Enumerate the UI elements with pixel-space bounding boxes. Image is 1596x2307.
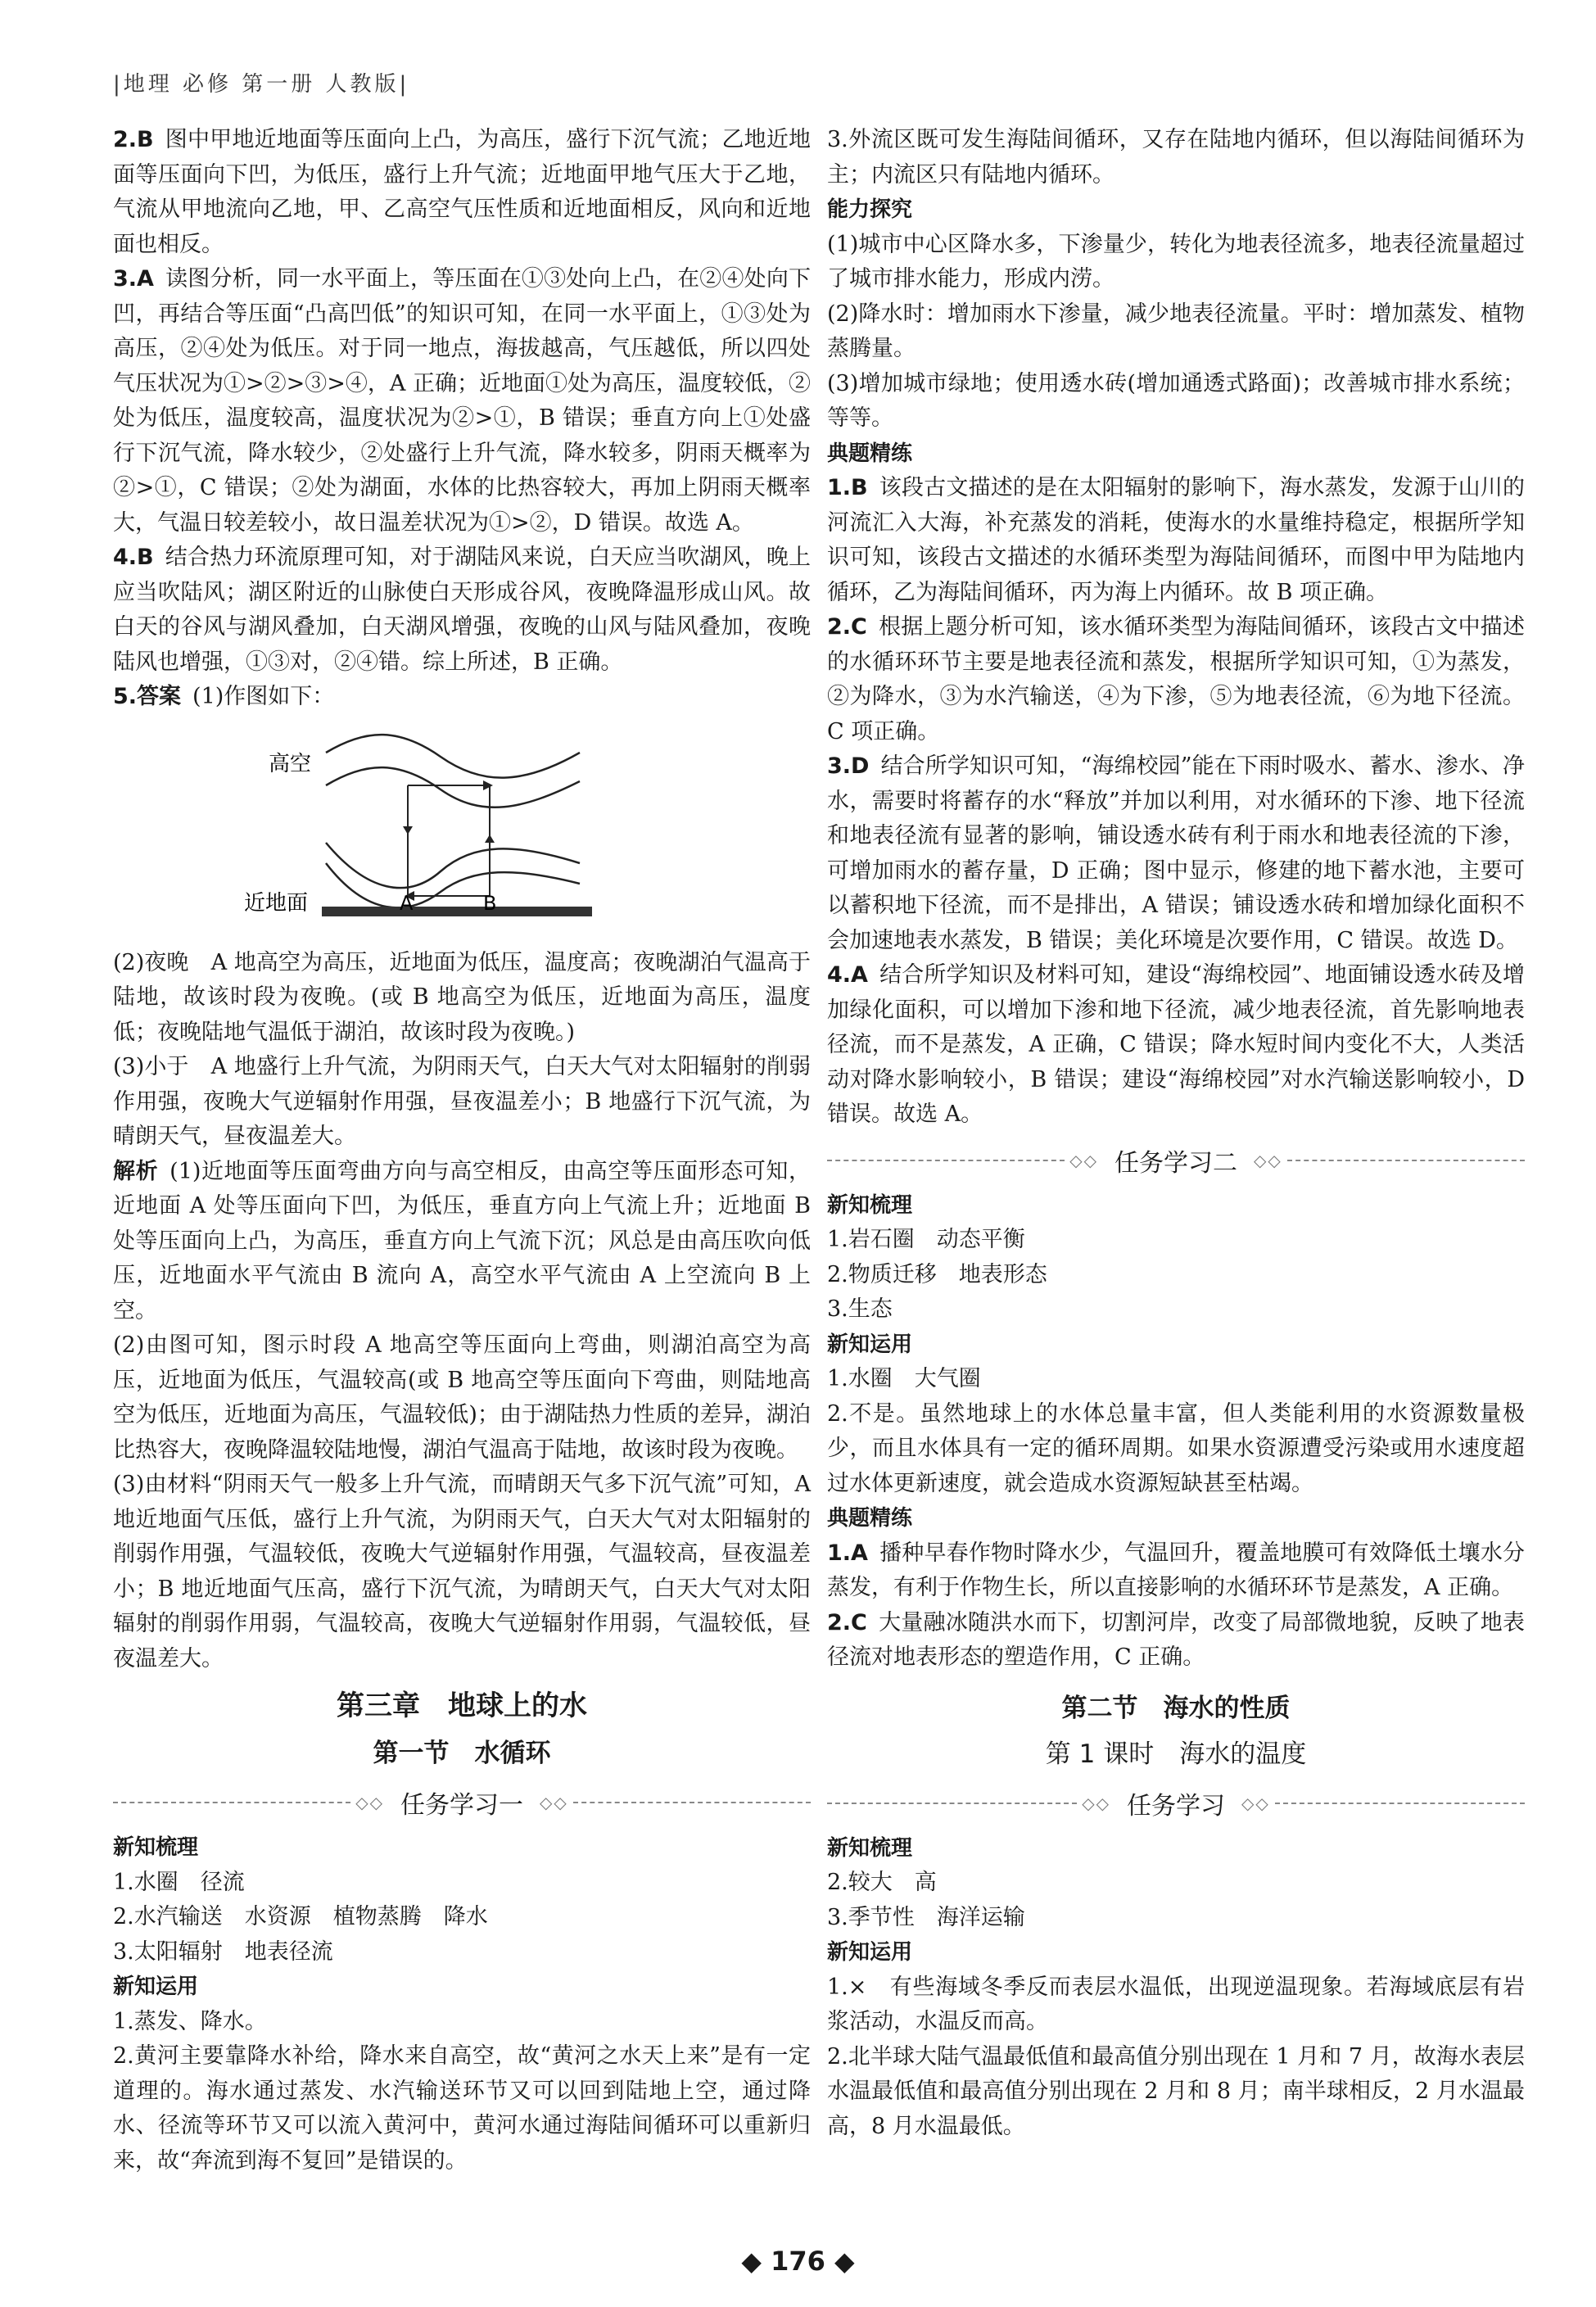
list-item: (3)增加城市绿地；使用透水砖(增加通透式路面)；改善城市排水系统；等等。 (827, 370, 1525, 431)
answer-5: 5.答案 (1)作图如下： (113, 684, 335, 709)
analysis-2: (2)由图可知，图示时段 A 地高空等压面向上弯曲，则湖泊高空为高压，近地面为低压，气温较高(或 B 地高空等压面向下弯曲，则陆地高空为低压，近地面为高压，气温较低)；由于湖陆热力性质的差异，湖泊比热容大，夜晚降温较陆地慢，湖泊气温高于陆地，故该时段为夜晚。 (113, 1332, 811, 1463)
figure-label-ground: 近地面 (244, 890, 309, 916)
left-column (113, 123, 811, 2178)
list-item: 1.× 有些海域冬季反而表层水温低，出现逆温现象。若海域底层有岩浆活动，水温反而高。 (827, 1974, 1525, 2034)
subheading-dtjl: 典题精练 (827, 1506, 913, 1531)
chapter-title: 第三章 地球上的水 (337, 1690, 587, 1722)
exercise-1: 1.B 该段古文描述的是在太阳辐射的影响下，海水蒸发，发源于山川的河流汇入大海，补充蒸发的消耗，使海水的水量维持稳定，根据所学知识可知，该段古文描述的水循环类型为海陆间循环，而图中甲为陆地内循环，乙为海陆间循环，丙为海上内循环。故 B 项正确。 (827, 475, 1525, 605)
subheading-xzyy: 新知运用 (827, 1940, 913, 1965)
list-item: 2.不是。虽然地球上的水体总量丰富，但人类能利用的水资源数量极少，而且水体具有一定的循环周期。如果水资源遭受污染或用水速度超过水体更新速度，就会造成水资源短缺甚至枯竭。 (827, 1400, 1525, 1496)
figure-label-high: 高空 (269, 751, 312, 776)
exercise-e2: 2.C 大量融冰随洪水而下，切割河岸，改变了局部微地貌，反映了地表径流对地表形态的塑造作用，C 正确。 (827, 1609, 1525, 1670)
answer-2: 2.B 图中甲地近地面等压面向上凸，为高压，盛行下沉气流；乙地近地面等压面向下凹，为低压，盛行上升气流；近地面甲地气压大于乙地，气流从甲地流向乙地，甲、乙高空气压性质和近地面相反，风向和近地面也相反。 (113, 127, 811, 257)
list-item: 1.蒸发、降水。 (113, 2008, 267, 2034)
figure-label-b: B (483, 891, 497, 915)
answer-5-3: (3)小于 A 地盛行上升气流，为阴雨天气，白天大气对太阳辐射的削弱作用强，夜晚大气逆辐射作用强，昼夜温差小；B 地盛行下沉气流，为晴朗天气，昼夜温差大。 (113, 1054, 811, 1149)
task-heading-2: ◇◇ 任务学习二 ◇◇ (827, 1138, 1525, 1183)
task-heading-3: ◇◇ 任务学习 ◇◇ (827, 1780, 1525, 1826)
section-title-2: 第二节 海水的性质 (1061, 1693, 1291, 1723)
subheading-xzsl: 新知梳理 (827, 1192, 913, 1218)
answer-5-2: (2)夜晚 A 地高空为高压，近地面为低压，温度高；夜晚湖泊气温高于陆地，故该时段为夜晚。(或 B 地高空为低压，近地面为高压，温度低；夜晚陆地气温低于湖泊，故该时段为夜晚。) (113, 949, 811, 1045)
exercise-2: 2.C 根据上题分析可知，该水循环类型为海陆间循环，该段古文中描述的水循环环节主要是地表径流和蒸发，根据所学知识可知，①为蒸发，②为降水，③为水汽输送，④为下渗，⑤为地表径流，⑥为地下径流。C 项正确。 (827, 614, 1525, 744)
list-item: 2.物质迁移 地表形态 (827, 1261, 1047, 1287)
list-item: (2)降水时：增加雨水下渗量，减少地表径流量。平时：增加蒸发、植物蒸腾量。 (827, 301, 1525, 361)
subheading-dtjl: 典题精练 (827, 441, 913, 466)
exercise-3: 3.D 结合所学知识可知，“海绵校园”能在下雨时吸水、蓄水、渗水、净水，需要时将蓄存的水“释放”并加以利用，对水循环的下渗、地下径流和地表径流有显著的影响，铺设透水砖有利于雨水和地表径流的下渗，可增加雨水的蓄存量，D 正确；图中显示，修建的地下蓄水池，主要可以蓄积地下径流，而不是排出，A 错误；铺设透水砖和增加绿化面积不会加速地表水蒸发，B 错误；美化环境是次要作用，C 错误。故选 D。 (827, 753, 1525, 953)
subheading-xzsl: 新知梳理 (827, 1835, 913, 1861)
section-title: 第一节 水循环 (373, 1739, 551, 1768)
list-item: 3.季节性 海洋运输 (827, 1904, 1025, 1930)
list-item: 3.生态 (827, 1296, 893, 1322)
exercise-4: 4.A 结合所学知识及材料可知，建设“海绵校园”、地面铺设透水砖及增加绿化面积，可以增加下渗和地下径流，减少地表径流，首先影响地表径流，而不是蒸发，A 正确，C 错误；降水短时间内变化不大，人类活动对降水影响较小，B 错误；建设“海绵校园”对水汽输送影响较小，D 错误。故选 A。 (827, 962, 1525, 1127)
lesson-title: 第 1 课时 海水的温度 (1045, 1739, 1307, 1769)
subheading-xzyy: 新知运用 (113, 1975, 199, 1999)
answer-4: 4.B 结合热力环流原理可知，对于湖陆风来说，白天应当吹湖风，晚上应当吹陆风；湖区附近的山脉使白天形成谷风，夜晚降温形成山风。故白天的谷风与湖风叠加，白天湖风增强，夜晚的山风与陆风叠加，夜晚陆风也增强，①③对，②④错。综上所述，B 正确。 (113, 545, 811, 675)
answer-3: 3.A 读图分析，同一水平面上，等压面在①③处向上凸，在②④处向下凹，再结合等压面“凸高凹低”的知识可知，在同一水平面上，①③处为高压，②④处为低压。对于同一地点，海拔越高，气压越低，所以四处气压状况为①>②>③>④，A 正确；近地面①处为高压，温度较低，②处为低压，温度较高，温度状况为②>①，B 错误；垂直方向上①处盛行下沉气流，降水较少，②处盛行上升气流，降水较多，阴雨天概率为②>①，C 错误；②处为湖面，水体的比热容较大，再加上阴雨天概率大，气温日较差较小，故日温差状况为①>②，D 错误。故选 A。 (113, 266, 811, 536)
page-number: ◆ 176 ◆ (741, 2246, 855, 2277)
list-item: 1.岩石圈 动态平衡 (827, 1227, 1025, 1252)
list-item: 1.水圈 大气圈 (827, 1366, 981, 1391)
list-item: 2.北半球大陆气温最低值和最高值分别出现在 1 月和 7 月，故海水表层水温最低值和最高值分别出现在 2 月和 8 月；南半球相反，2 月水温最高，8 月水温最低。 (827, 2043, 1525, 2139)
task-heading-1: ◇◇ 任务学习一 ◇◇ (113, 1780, 811, 1825)
exercise-e1: 1.A 播种早春作物时降水少，气温回升，覆盖地膜可有效降低土壤水分蒸发，有利于作物生长，所以直接影响的水循环环节是蒸发，A 正确。 (827, 1540, 1525, 1600)
list-item: (1)城市中心区降水多，下渗量少，转化为地表径流多，地表径流量超过了城市排水能力，形成内涝。 (827, 231, 1525, 292)
list-item: 1.水圈 径流 (113, 1869, 245, 1895)
right-column (827, 123, 1525, 2144)
list-item: 2.黄河主要靠降水补给，降水来自高空，故“黄河之水天上来”是有一定道理的。海水通过蒸发、水汽输送环节又可以回到陆地上空，通过降水、径流等环节又可以流入黄河中，黄河水通过海陆间循环可以重新归来，故“奔流到海不复回”是错误的。 (113, 2043, 811, 2174)
figure-label-a: A (400, 891, 414, 915)
list-item: 2.较大 高 (827, 1870, 937, 1895)
list-item: 3.太阳辐射 地表径流 (113, 1938, 333, 1965)
subheading-xzyy: 新知运用 (827, 1332, 913, 1357)
analysis-3: (3)由材料“阴雨天气一般多上升气流，而晴朗天气多下沉气流”可知，A 地近地面气压低，盛行上升气流，为阴雨天气，白天大气对太阳辐射的削弱作用强，气温较低，夜晚大气逆辐射作用强，气温较高，昼夜温差小；B 地近地面气压高，盛行下沉气流，为晴朗天气，白天大气对太阳辐射的削弱作用弱，气温较高，夜晚大气逆辐射作用弱，气温较低，昼夜温差大。 (113, 1472, 811, 1671)
list-item: 3.外流区既可发生海陆间循环，又存在陆地内循环，但以海陆间循环为主；内流区只有陆地内循环。 (827, 127, 1525, 188)
subheading-nltj: 能力探究 (827, 197, 913, 222)
isobar-figure (113, 720, 811, 941)
page-header: |地理 必修 第一册 人教版| (113, 72, 410, 97)
list-item: 2.水汽输送 水资源 植物蒸腾 降水 (113, 1904, 488, 1929)
subheading-xzsl: 新知梳理 (113, 1835, 199, 1860)
analysis-1: 解析 (1)近地面等压面弯曲方向与高空相反，由高空等压面形态可知，近地面 A 处等压面向下凹，为低压，垂直方向上气流上升；近地面 B 处等压面向上凸，为高压，垂直方向上气流下沉；风总是由高压吹向低压，近地面水平气流由 B 流向 A，高空水平气流由 A 上空流向 B 上空。 (113, 1158, 811, 1323)
